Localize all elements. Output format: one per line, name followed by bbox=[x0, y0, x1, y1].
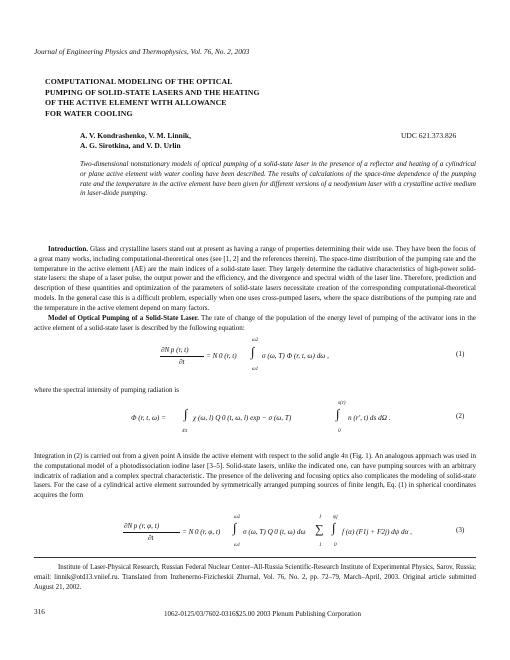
eq3-rhs: = N 0 (r, φ, t) bbox=[182, 528, 221, 536]
authors-line-2: A. G. Sirotkina, and V. D. Urlin bbox=[80, 141, 181, 150]
authors bbox=[80, 131, 191, 151]
integration-paragraph: Integration in (2) is carried out from a given point A inside the active element with respect to the solid angle 4π (Fig. 1). An analogous approach was used in the computational model of a photodissociation iodine laser [3–5]. Solid-state lasers, unlike the indicated one, can have pumping sources with an arbitrary indicatrix of radiation and a complex spectral characteristic. The presence of the delivering and focusing optics also complicates the modeling of solid-state lasers. For the case of a cylindrical active element surrounded by symmetrically arranged pumping sources of finite length, Eq. (1) in spherical coordinates acquires the form bbox=[34, 452, 476, 500]
eq1-lhs-numerator: ∂N p (r, t) bbox=[161, 346, 189, 354]
eq3-int-lower: ω1 bbox=[234, 542, 241, 548]
introduction-paragraph bbox=[34, 245, 476, 314]
eq3-integral-sign-2: ∫ bbox=[332, 520, 336, 535]
model-paragraph bbox=[34, 314, 476, 334]
eq2-integral-sign-2: ∫ bbox=[336, 406, 340, 421]
model-heading: Model of Optical Pumping of a Solid-State Laser. bbox=[48, 314, 199, 322]
eq1-int-lower: ω1 bbox=[252, 366, 259, 372]
eq3-int2-lower: 0 bbox=[334, 542, 337, 548]
eq2-middle: χ (ω, l) Q 0 (t, ω, l) exp − σ (ω, T) bbox=[193, 414, 292, 422]
title-line-2: PUMPING OF SOLID-STATE LASERS AND THE HEATING bbox=[45, 87, 260, 97]
authors-line-1: A. V. Kondrashenko, V. M. Linnik, bbox=[80, 131, 191, 140]
eq2-int2-lower: 0 bbox=[338, 428, 341, 434]
eq3-sum-sign: ∑ bbox=[315, 522, 324, 536]
page-number: 316 bbox=[34, 608, 45, 616]
footnote-divider bbox=[34, 557, 476, 558]
eq2-int1-lower: 4π bbox=[182, 428, 188, 434]
eq1-number: (1) bbox=[456, 350, 465, 358]
article-title bbox=[45, 77, 260, 119]
eq3-int-upper: ω2 bbox=[234, 514, 241, 520]
eq1-rhs: = N 0 (r, t) bbox=[206, 352, 237, 360]
eq2-tail: n (r′, t) ds dΩ . bbox=[348, 414, 391, 422]
title-line-4: FOR WATER COOLING bbox=[45, 108, 133, 118]
eq2-lhs: Φ (r, t, ω) = bbox=[131, 414, 166, 422]
title-line-1: COMPUTATIONAL MODELING OF THE OPTICAL bbox=[45, 77, 233, 86]
eq3-lhs-denominator: ∂t bbox=[148, 534, 154, 542]
eq3-integral-sign-1: ∫ bbox=[233, 520, 237, 535]
introduction-text: Glass and crystalline lasers stand out at present as having a range of properties determining their wide use. They have been the focus of a great many works, including computational-theoretical ones (see [1, 2] and the references therein). The space-time distribution of the pumping rate and the temperature in the active element (AE) are the main indices of a solid-state laser. They largely determine the radiative characteristics of high-power solid-state lasers: the shape of a laser pulse, the output power and the efficiency, and the divergence and spectral width of the laser line. Therefore, prediction and description of these quantities and optimization of the parameters of solid-state lasers necessitate creation of the corresponding computational-theoretical models. In the general case this is a difficult problem, especially when one uses cross-pumped lasers, where the space distributions of the pumping rate and the temperature in the active element depend on many factors. bbox=[34, 245, 476, 312]
udc-code: UDC 621.373.826 bbox=[401, 131, 457, 140]
footnote: Institute of Laser-Physical Research, Russian Federal Nuclear Center–All-Russia Scientific-Research Institute of Experimental Physics, Sarov, Russia; email: linnik@otd13.vniief.ru. Translated from Inzhenerno-Fizicheskii Zhurnal, Vol. 76, No. 2, pp. 72–79, March–April, 2003. Original article submitted August 21, 2002. bbox=[34, 564, 476, 591]
eq2-int2-upper: s(r) bbox=[338, 400, 346, 406]
where-text: where the spectral intensity of pumping radiation is bbox=[34, 386, 180, 394]
copyright-line: 1062-0125/03/7602-0316$25.00 2003 Plenum Publishing Corporation bbox=[164, 610, 361, 618]
eq3-fraction-bar bbox=[123, 532, 180, 533]
eq1-int-upper: ω2 bbox=[252, 337, 259, 343]
eq1-integrand: σ (ω, T) Φ (r, t, ω) dω , bbox=[262, 352, 329, 360]
eq3-int2-upper: ψj bbox=[333, 514, 338, 520]
journal-header: Journal of Engineering Physics and Thermophysics, Vol. 76, No. 2, 2003 bbox=[34, 47, 250, 56]
abstract: Two-dimensional nonstationary models of optical pumping of a solid-state laser in the presence of a reflector and heating of a cylindrical or plane active element with water cooling have been described. The results of calculations of the space-time dependence of the pumping rate and the temperature in the active element have been given for different versions of a neodymium laser with a crystalline active medium in laser-diode pumping. bbox=[80, 160, 476, 198]
introduction-heading: Introduction. bbox=[48, 245, 89, 253]
eq3-sum-lower: 1 bbox=[319, 542, 322, 548]
eq3-number: (3) bbox=[456, 526, 465, 534]
eq1-integral-sign: ∫ bbox=[251, 344, 255, 359]
model-text: The rate of change of the population of the energy level of pumping of the activator ions in the active element of a solid-state laser is described by the following equation: bbox=[34, 314, 476, 332]
eq3-lhs-numerator: ∂N p (r, φ, t) bbox=[124, 522, 160, 530]
eq3-tail: f (α) (F1j + F2j) dψ dα , bbox=[342, 528, 412, 536]
eq1-lhs-denominator: ∂t bbox=[179, 358, 185, 366]
eq3-sum-upper: J bbox=[319, 514, 322, 520]
eq3-middle: σ (ω, T) Q 0 (t, ω) dω bbox=[243, 528, 306, 536]
eq2-integral-sign-1: ∫ bbox=[184, 406, 188, 421]
title-line-3: OF THE ACTIVE ELEMENT WITH ALLOWANCE bbox=[45, 98, 227, 108]
eq2-number: (2) bbox=[456, 412, 465, 420]
eq1-fraction-bar bbox=[160, 356, 204, 357]
